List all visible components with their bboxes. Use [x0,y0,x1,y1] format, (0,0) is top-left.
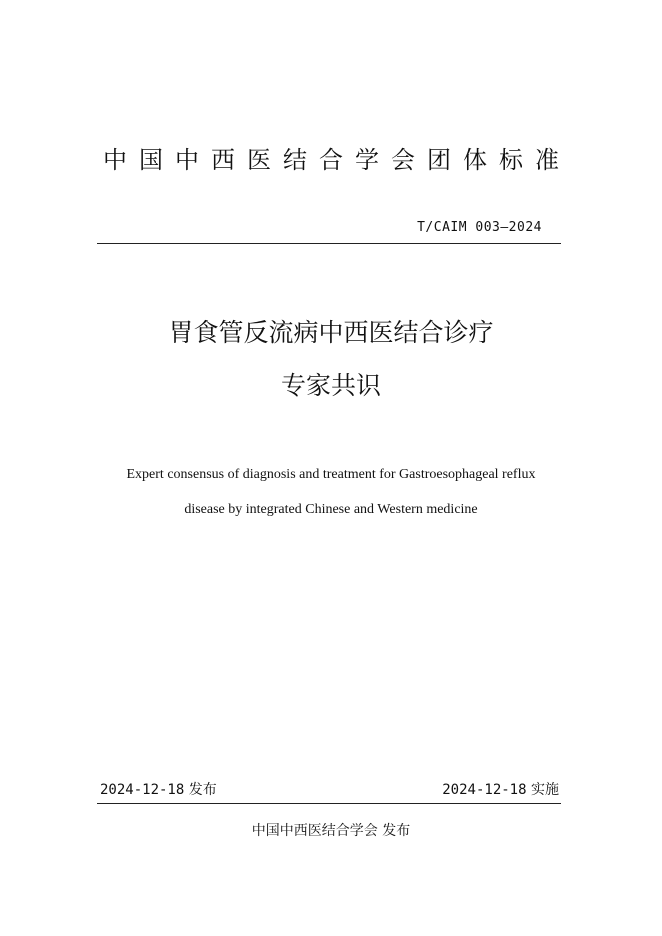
bottom-divider [97,803,561,804]
organization-standard-heading: 中国中西医结合学会团体标准 [103,146,571,174]
chinese-title-line-1: 胃食管反流病中西医结合诊疗 [168,318,494,347]
standard-number: T/CAIM 003—2024 [417,220,542,235]
implementation-date: 2024-12-18 [442,782,527,798]
release-date: 2024-12-18 [100,782,185,798]
implementation-date-block [442,779,559,799]
top-divider [97,243,561,244]
release-date-block [100,779,217,799]
chinese-title-line-2: 专家共识 [280,371,381,400]
publisher-line: 中国中西医结合学会 发布 [251,823,411,839]
english-title-line-1: Expert consensus of diagnosis and treatment for Gastroesophageal reflux [126,467,536,482]
release-label: 发布 [188,782,217,798]
implementation-label: 实施 [531,782,559,798]
english-title-line-2: disease by integrated Chinese and Western medicine [184,502,478,517]
